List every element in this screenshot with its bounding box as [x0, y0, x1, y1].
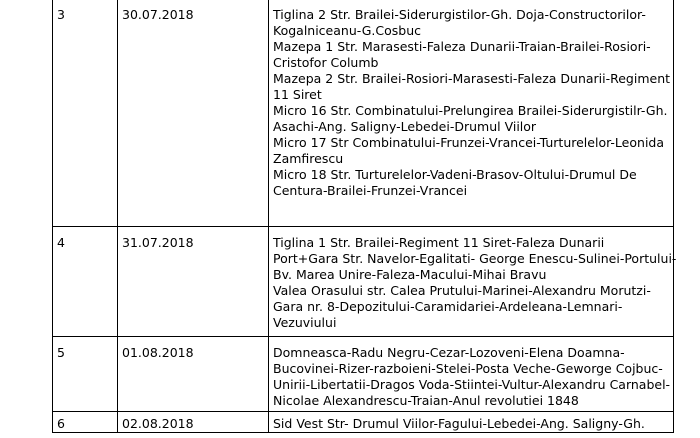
route-line: Asachi-Ang. Saligny-Lebedei-Drumul Viilor: [273, 119, 537, 134]
table-row: [53, 227, 674, 337]
route-line: Mazepa 2 Str. Brailei-Rosiori-Marasesti-Faleza Dunarii-Regiment: [273, 71, 671, 86]
table-row: [53, 412, 674, 433]
row-number: 4: [53, 227, 118, 337]
route-list: [269, 412, 674, 433]
route-line: Micro 17 Str Combinatului-Frunzei-Vrancei-Turturelelor-Leonida: [273, 135, 665, 150]
row-number: 6: [53, 412, 118, 433]
route-list: [269, 0, 674, 227]
route-line: Centura-Brailei-Frunzei-Vrancei: [273, 183, 468, 198]
route-line: Mazepa 1 Str. Marasesti-Faleza Dunarii-Traian-Brailei-Rosiori-: [273, 39, 651, 54]
route-line: Domneasca-Radu Negru-Cezar-Lozoveni-Elena Doamna-: [273, 345, 625, 360]
route-line: Bv. Marea Unire-Faleza-Macului-Mihai Bravu: [273, 267, 547, 282]
row-number: 5: [53, 337, 118, 412]
route-list: [269, 227, 677, 337]
route-line: Bucovinei-Rizer-razboieni-Stelei-Posta Veche-Geworge Cojbuc-: [273, 361, 663, 376]
route-line: Zamfirescu: [273, 151, 344, 166]
route-line: Valea Orasului str. Calea Prutului-Marinei-Alexandru Morutzi-: [273, 283, 651, 298]
route-line: Nicolae Alexandrescu-Traian-Anul revolutiei 1848: [273, 393, 579, 408]
route-line: Cristofor Columb: [273, 55, 379, 70]
route-line: Micro 16 Str. Combinatului-Prelungirea Brailei-Siderurgistilr-Gh.: [273, 103, 668, 118]
row-date: 02.08.2018: [118, 412, 269, 433]
route-line: Kogalniceanu-G.Cosbuc: [273, 23, 421, 38]
table-row: [53, 337, 674, 412]
route-line: Gara nr. 8-Depozitului-Caramidariei-Ardeleana-Lemnari-: [273, 299, 623, 314]
row-date: 01.08.2018: [118, 337, 269, 412]
schedule-table: [52, 0, 677, 433]
route-line: Port+Gara Str. Navelor-Egalitati- George Enescu-Sulinei-Portului-: [273, 251, 677, 266]
route-line: Tiglina 2 Str. Brailei-Siderurgistilor-Gh. Doja-Constructorilor-: [273, 7, 646, 22]
route-line: 11 Siret: [273, 87, 322, 102]
route-list: [269, 337, 674, 412]
row-date: 31.07.2018: [118, 227, 269, 337]
route-line: Sid Vest Str- Drumul Viilor-Fagului-Lebedei-Ang. Saligny-Gh.: [273, 416, 645, 431]
route-line: Tiglina 1 Str. Brailei-Regiment 11 Siret-Faleza Dunarii: [273, 235, 605, 250]
route-line: Vezuviului: [273, 315, 337, 330]
route-line: Micro 18 Str. Turturelelor-Vadeni-Brasov-Oltului-Drumul De: [273, 167, 637, 182]
route-line: Unirii-Libertatii-Dragos Voda-Stiintei-Vultur-Alexandru Carnabel-: [273, 377, 671, 392]
row-number: 3: [53, 0, 118, 227]
table-row: [53, 0, 674, 227]
row-date: 30.07.2018: [118, 0, 269, 227]
